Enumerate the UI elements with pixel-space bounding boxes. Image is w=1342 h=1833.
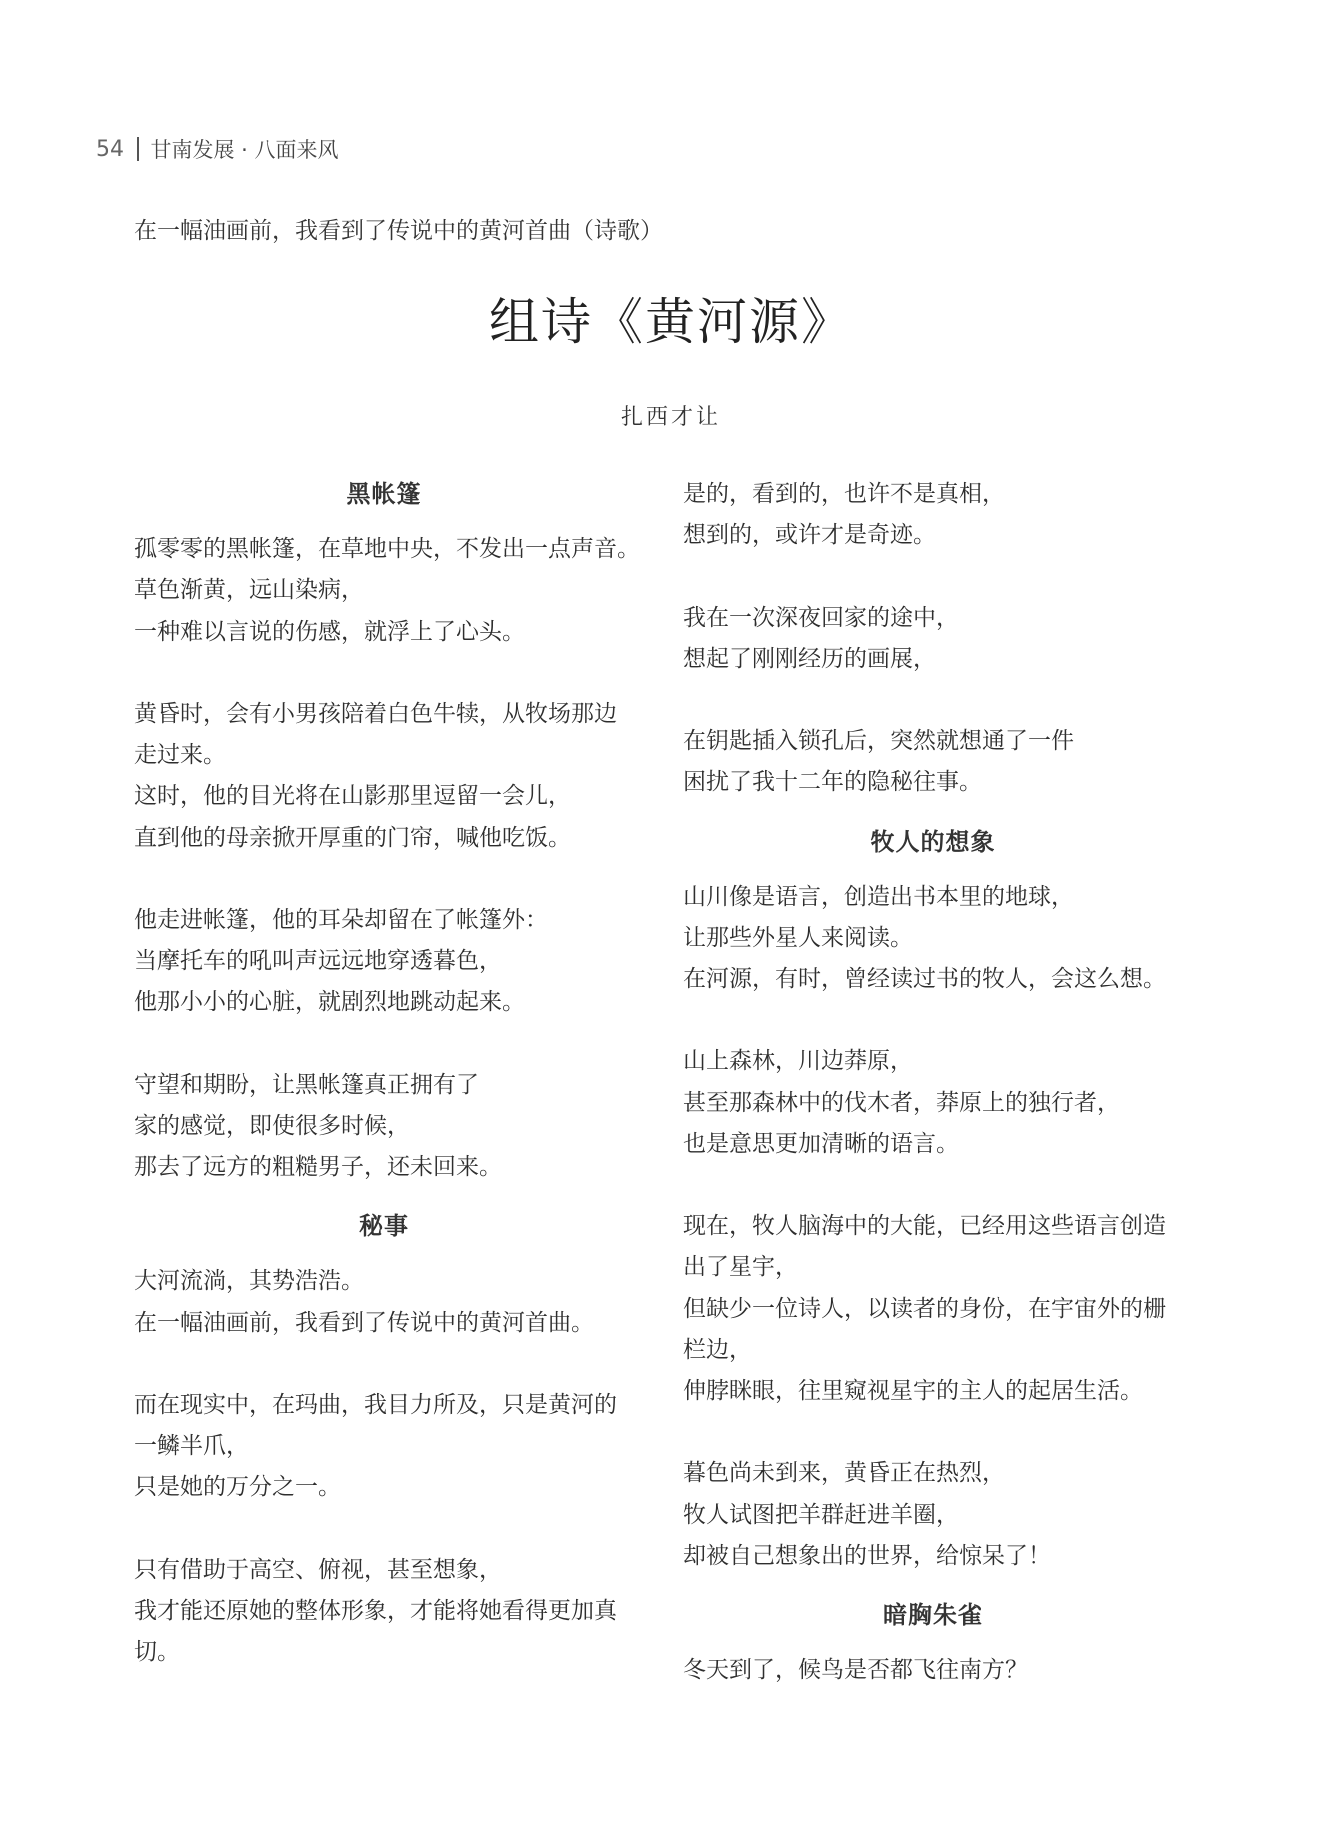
poem-line: 但缺少一位诗人，以读者的身份，在宇宙外的栅 (683, 1295, 1166, 1322)
poem-line: 我在一次深夜回家的途中， (683, 604, 959, 631)
poem-line: 是的，看到的，也许不是真相， (683, 481, 1005, 507)
poem-line: 在钥匙插入锁孔后，突然就想通了一件 (683, 728, 1074, 755)
poem-line: 他那小小的心脏，就剧烈地跳动起来。 (134, 989, 525, 1016)
poem-line: 想到的，或许才是奇迹。 (683, 522, 936, 549)
section-name: 甘南发展 · 八面来风 (150, 138, 339, 162)
stanza-break (683, 1412, 1203, 1453)
poem-line: 栏边， (683, 1336, 752, 1363)
header-divider (137, 137, 139, 161)
poem-line: 一种难以言说的伤感，就浮上了心头。 (134, 618, 525, 645)
poem-line: 那去了远方的粗糙男子，还未回来。 (134, 1154, 502, 1180)
poem-line: 这时，他的目光将在山影那里逗留一会儿， (134, 783, 571, 810)
right-column (683, 474, 1203, 1691)
poem-line: 甚至那森林中的伐木者，莽原上的独行者， (683, 1089, 1120, 1116)
poem-line: 切。 (134, 1639, 180, 1666)
poem-line: 冬天到了，候鸟是否都飞往南方？ (683, 1657, 1028, 1684)
poem-line: 牧人试图把羊群赶进羊圈， (683, 1501, 959, 1528)
article-title: 组诗《黄河源》 (489, 293, 853, 351)
poem-line: 只是她的万分之一。 (134, 1474, 341, 1501)
poem-line: 山上森林，川边莽原， (683, 1048, 913, 1075)
left-column (134, 474, 654, 1673)
poem-heading-herder: 牧人的想象 (870, 827, 996, 856)
author-name: 扎西才让 (620, 405, 721, 430)
stanza-break (134, 653, 654, 694)
running-head (96, 134, 339, 164)
poem-line: 他走进帐篷，他的耳朵却留在了帐篷外： (134, 906, 548, 933)
page-number: 54 (96, 136, 124, 162)
stanza-break (134, 859, 654, 900)
poem-line: 却被自己想象出的世界，给惊呆了！ (683, 1542, 1051, 1569)
stanza-break (683, 556, 1203, 597)
stanza-break (683, 1000, 1203, 1041)
section-gap (683, 804, 1203, 822)
poem-line: 在河源，有时，曾经读过书的牧人，会这么想。 (683, 966, 1166, 993)
poem-line: 黄昏时，会有小男孩陪着白色牛犊，从牧场那边 (134, 700, 617, 727)
poem-line: 也是意思更加清晰的语言。 (683, 1130, 959, 1157)
poem-line: 直到他的母亲掀开厚重的门帘，喊他吃饭。 (134, 824, 571, 851)
poem-line: 大河流淌，其势浩浩。 (134, 1268, 364, 1295)
poem-heading-finch: 暗胸朱雀 (883, 1600, 983, 1629)
poem-line: 我才能还原她的整体形象，才能将她看得更加真 (134, 1597, 617, 1624)
poem-line: 让那些外星人来阅读。 (683, 924, 913, 951)
section-gap (134, 1188, 654, 1206)
poem-line: 草色渐黄，远山染病， (134, 577, 364, 604)
stanza-break (683, 1165, 1203, 1206)
article-subtitle: 在一幅油画前，我看到了传说中的黄河首曲（诗歌） (134, 218, 663, 244)
poem-line: 家的感觉，即使很多时候， (134, 1112, 410, 1139)
poem-heading-tent: 黑帐篷 (346, 480, 422, 508)
poem-line: 暮色尚未到来，黄昏正在热烈， (683, 1460, 1005, 1487)
poem-line: 困扰了我十二年的隐秘往事。 (683, 769, 982, 796)
stanza-break (683, 680, 1203, 721)
poem-line: 出了星宇， (683, 1254, 798, 1281)
poem-line: 走过来。 (134, 742, 226, 769)
poem-line: 一鳞半爪， (134, 1433, 249, 1460)
stanza-break (134, 1344, 654, 1385)
poem-line: 守望和期盼，让黑帐篷真正拥有了 (134, 1071, 479, 1098)
section-gap (683, 1577, 1203, 1595)
poem-heading-secret: 秘事 (359, 1212, 409, 1241)
stanza-break (134, 1509, 654, 1550)
poem-line: 而在现实中，在玛曲，我目力所及，只是黄河的 (134, 1391, 617, 1418)
poem-line: 现在，牧人脑海中的大能，已经用这些语言创造 (683, 1213, 1166, 1240)
poem-line: 在一幅油画前，我看到了传说中的黄河首曲。 (134, 1309, 594, 1336)
poem-line: 伸脖眯眼，往里窥视星宇的主人的起居生活。 (683, 1377, 1143, 1404)
poem-line: 只有借助于高空、俯视，甚至想象， (134, 1556, 502, 1583)
stanza-break (134, 1023, 654, 1064)
poem-line: 想起了刚刚经历的画展， (683, 645, 936, 672)
poem-line: 孤零零的黑帐篷，在草地中央，不发出一点声音。 (134, 536, 640, 563)
poem-line: 山川像是语言，创造出书本里的地球， (683, 883, 1074, 910)
poem-line: 当摩托车的吼叫声远远地穿透暮色， (134, 948, 502, 975)
